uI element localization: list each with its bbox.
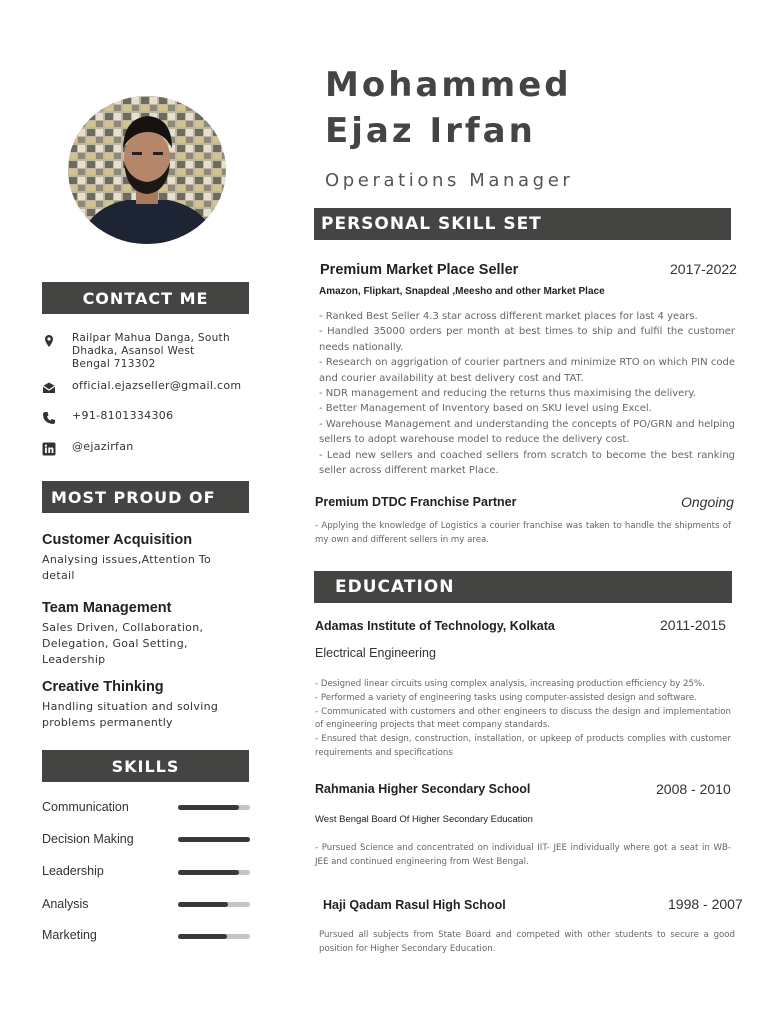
education-bullets [319,929,735,957]
phone-icon [42,411,56,425]
proud-item-desc: Analysing issues,Attention To detail [42,553,212,582]
education-bullet: - Pursued Science and concentrated on individual IIT- JEE individually where got a seat in WB-JEE and continued engineering from West Bengal. [315,843,731,867]
linkedin-icon [42,442,56,456]
skill-name: Decision Making [42,832,134,846]
job-bullets [319,309,735,478]
proud-item-title: Team Management [42,600,172,616]
job-bullet: - Research on aggrigation of courier partners and minimize RTO on which PIN code and courier availability at best delivery cost and TAT. [319,357,735,384]
job-bullets [315,519,731,547]
contact-heading-label: CONTACT ME [82,288,209,308]
phone-text[interactable]: +91-8101334306 [72,409,174,422]
skill-bar [178,934,250,939]
proud-item-title: Customer Acquisition [42,532,193,548]
address-line-3: Bengal 713302 [72,358,156,370]
contact-linkedin[interactable] [42,440,134,456]
address-line-1: Railpar Mahua Danga, South [72,332,230,344]
candidate-name [325,62,572,154]
proud-heading [42,481,249,513]
profile-photo [68,96,226,244]
proud-heading-label: MOST PROUD OF [51,487,216,507]
contact-phone[interactable] [42,409,173,425]
skill-bar [178,870,250,875]
job-bullet: - Handled 35000 orders per month at best times to ship and fulfil the customer needs nationally. [319,326,735,353]
skill-bar [178,837,250,842]
skill-name: Marketing [42,928,97,942]
job-role: Operations Manager [325,170,574,191]
skill-name: Communication [42,800,129,814]
education-bullets [315,842,731,870]
job-bullet: - Ranked Best Seller 4.3 star across different market places for last 4 years. [319,311,698,322]
job-bullet: - Warehouse Management and understanding the concepts of PO/GRN and helping sellers to adopt warehouse model to reduce the delivery cost. [319,418,735,446]
skill-bar-fill [178,805,239,810]
address-line-2: Dhadka, Asansol West [72,345,195,357]
job-bullet: - Better Management of Inventory based on SKU level using Excel. [319,403,652,415]
education-bullet: - Ensured that design, construction, installation, or upkeep of products complies with customer requirements and specifications [315,734,731,758]
job-title: Premium Market Place Seller [320,262,519,278]
skill-bar-fill [178,902,228,907]
skill-bar-fill [178,934,227,939]
education-date: 1998 - 2007 [668,896,743,912]
job-date: 2017-2022 [670,261,737,277]
education-date: 2008 - 2010 [656,781,731,797]
linkedin-text[interactable]: @ejazirfan [72,440,134,453]
skill-bar [178,902,250,907]
contact-address [42,332,230,371]
school-name: Rahmania Higher Secondary School [315,782,531,796]
email-text[interactable]: official.ejazseller@gmail.com [72,379,242,392]
education-bullet: - Performed a variety of engineering tasks using computer-assisted design and software. [315,692,697,703]
job-bullet: - NDR management and reducing the returns thus maximising the delivery. [319,388,697,400]
skill-bar-fill [178,837,250,842]
degree: Electrical Engineering [315,646,436,660]
job-date: Ongoing [681,494,734,510]
education-heading-label: EDUCATION [335,577,455,597]
job-bullet: - Applying the knowledge of Logistics a courier franchise was taken to handle the shipments of my own and different sellers in my area. [315,521,731,545]
skills-heading-label: SKILLS [111,756,180,776]
personal-skill-heading-label: PERSONAL SKILL SET [321,214,542,234]
education-bullet: - Communicated with customers and other engineers to discuss the design and implementation of engineering projects that meet company standards. [315,706,731,731]
skill-name: Leadership [42,864,104,878]
skill-name: Analysis [42,897,89,911]
email-icon [42,381,56,395]
proud-item-desc: Sales Driven, Collaboration, Delegation, Goal Setting, Leadership [42,621,204,666]
job-title: Premium DTDC Franchise Partner [315,495,517,509]
school-name: Adamas Institute of Technology, Kolkata [315,619,555,633]
skill-bar-fill [178,870,239,875]
name-line-2: Ejaz Irfan [325,111,536,151]
contact-email[interactable] [42,379,241,395]
contact-heading [42,282,249,314]
skill-bar [178,805,250,810]
school-name: Haji Qadam Rasul High School [323,898,506,912]
name-line-1: Mohammed [325,65,572,105]
board-name: West Bengal Board Of Higher Secondary Education [315,814,533,825]
job-bullet: - Lead new sellers and coached sellers from scratch to become the best ranking seller across different market Place. [319,449,735,477]
proud-item-title: Creative Thinking [42,679,164,695]
education-date: 2011-2015 [660,617,726,633]
personal-skill-heading [314,208,731,240]
skills-heading [42,750,249,782]
education-bullet: - Designed linear circuits using complex analysis, increasing production efficiency by 25%. [315,679,705,689]
job-subtitle: Amazon, Flipkart, Snapdeal ,Meesho and other Market Place [319,286,605,297]
proud-item-desc: Handling situation and solving problems permanently [42,700,219,729]
education-bullets [315,678,731,761]
education-heading [314,571,732,603]
education-bullet: Pursued all subjects from State Board and competed with other students to secure a good position for Higher Secondary Education. [319,930,735,954]
location-pin-icon [42,334,56,348]
